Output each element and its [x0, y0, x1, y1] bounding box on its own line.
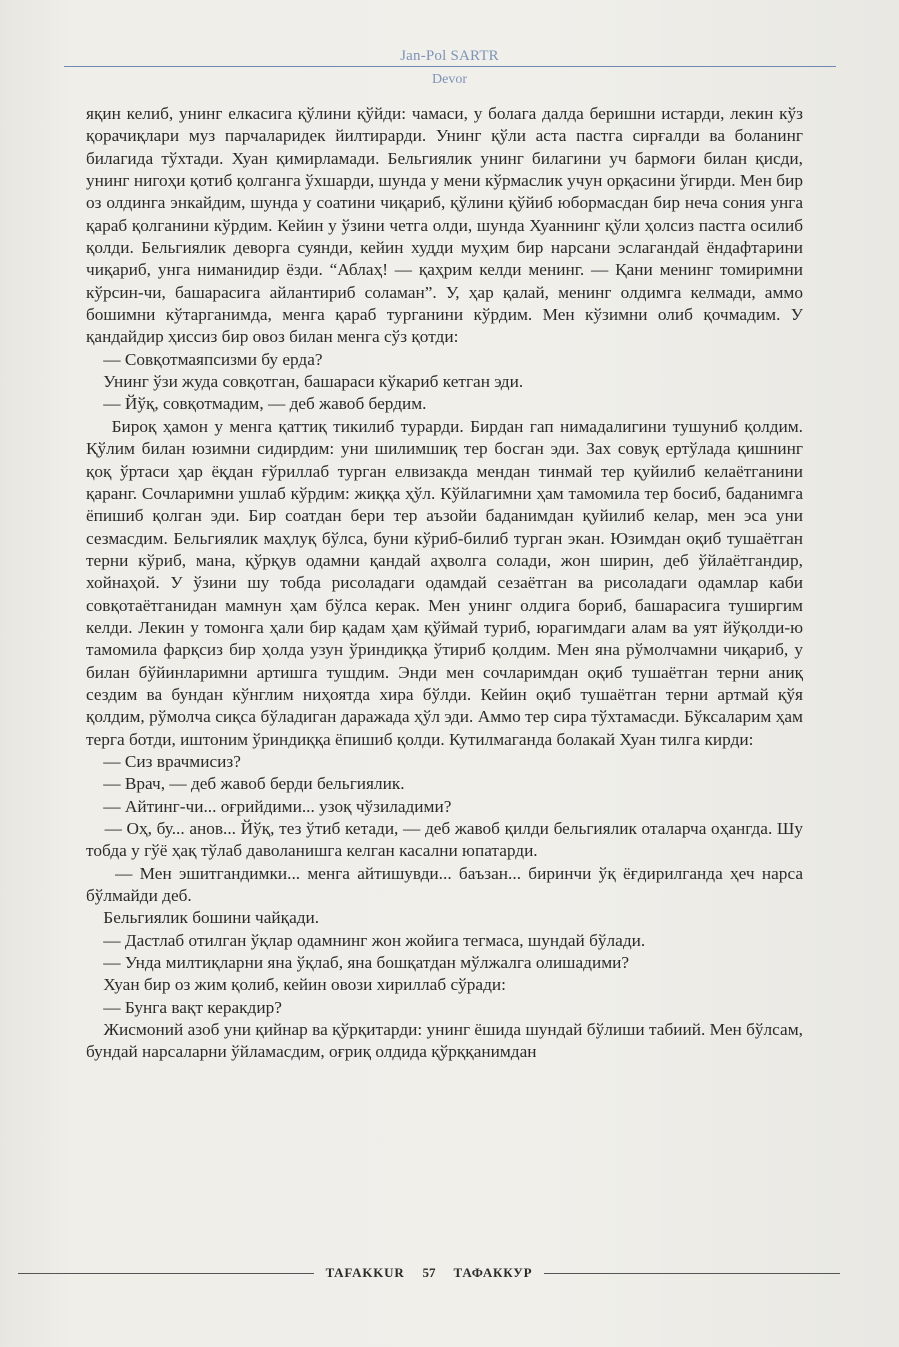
body-text	[86, 103, 803, 1064]
footer-rule-left	[18, 1273, 314, 1274]
header-rule	[64, 66, 836, 67]
paragraph: — Айтинг-чи... оғрийдими... узоқ чўзиладими?	[86, 796, 452, 816]
paragraph: — Дастлаб отилган ўқлар одамнинг жон жойига тегмаса, шундай бўлади.	[86, 930, 646, 950]
paragraph: — Бунга вақт керакдир?	[86, 997, 282, 1017]
paragraph: Жисмоний азоб уни қийнар ва қўрқитарди: унинг ёшида шундай бўлиши табиий. Мен бўлсам, бундай нарсаларни ўйламасдим, оғриқ олдида қўрққанимдан	[86, 1020, 803, 1062]
footer-rule-right	[544, 1273, 840, 1274]
paragraph: — Совқотмаяпсизми бу ерда?	[86, 349, 323, 369]
paragraph: — Йўқ, совқотмадим, — деб жавоб бердим.	[86, 394, 427, 414]
page-number: 57	[422, 1265, 436, 1280]
footer-journal-latin: TAFAKKUR	[325, 1265, 405, 1280]
running-header-author: Jan-Pol SARTR	[400, 48, 499, 64]
paragraph: — Унда милтиқларни яна ўқлаб, яна бошқатдан мўлжалга олишадими?	[86, 953, 630, 973]
footer-journal-cyrillic: ТАФАККУР	[453, 1265, 533, 1280]
paragraph: — Оҳ, бу... анов... Йўқ, тез ўтиб кетади, — деб жавоб қилди бельгиялик оталарча оҳангда. Шу тобда у гўё ҳақ тўлаб даволанишга келган касални юпатарди.	[86, 819, 803, 861]
paragraph: — Мен эшитгандимки... менга айтишувди... баъзан... биринчи ўқ ёғдирилганда ҳеч нарса бўлмайди деб.	[86, 863, 803, 906]
paragraph: яқин келиб, унинг елкасига қўлини қўйди: чамаси, у болага далда беришни истарди, лекин кўз қорачиқлари муз парчаларидек йилтирарди. Унинг қўли аста пастга сирғалди ва боланинг билагида тўхтади. Хуан қимирламади. Бельгиялик унинг билагини уч бармоғи билан қисди, унинг нигоҳи қотиб қолганга ўхшарди, шунда у мени кўрмаслик учун орқасини ўгирди. Мен бир оз олдинга энкайдим, шунда у соатини чиқариб, қўлини қўйиб юбормасдан бир неча сония унга қараб қолганини кўрдим. Кейин у ўзини четга олди, шунда Хуаннинг қўли ҳолсиз пастга осилиб қолди. Бельгиялик деворга суянди, кейин худди муҳим бир нарсани эслагандай ёндафтарини чиқариб, унга ниманидир ёзди. “Аблаҳ! — қаҳрим келди менинг. — Қани менинг томиримни кўрсин-чи, башарасига айлантириб соламан”. У, ҳар қалай, менинг олдимга келмади, аммо бошимни кўтарганимда, менга қараб турганини кўрдим. Мен кўзимни олиб қочмадим. У қандайдир ҳиссиз бир овоз билан менга сўз қотди:	[86, 104, 803, 347]
paragraph: Бироқ ҳамон у менга қаттиқ тикилиб турарди. Бирдан гап нимадалигини тушуниб қолдим. Қўлим билан юзимни сидирдим: уни шилимшиқ тер босган эди. Зах совуқ ертўлада қишнинг қоқ ўртаси ҳар ёқдан ғўриллаб турган елвизакда мендан тинмай тер қуйилиб келаётганини қаранг. Сочларимни ушлаб кўрдим: жиққа ҳўл. Кўйлагимни ҳам тамомила тер босиб, баданимга ёпишиб қолган эди. Бир соатдан бери тер аъзойи баданимдан қуйилиб келар, мен эса уни сезмасдим. Бельгиялик маҳлуқ бўлса, буни кўриб-билиб турган экан. Юзимдан оқиб тушаётган терни кўриб, мана, қўрқув одамни қандай аҳволга солади, жон ширин, деб ўйлаётгандир, хойнаҳой. У ўзини шу тобда рисоладаги одамдай сезаётган ва рисоладаги одамлар каби совқотаётганидан мамнун ҳам бўлса керак. Мен унинг олдига бориб, башарасига туширгим келди. Лекин у томонга ҳали бир қадам ҳам қўймай туриб, юрагимдаги алам ва уят йўқолди-ю тамомила фарқсиз бир ҳолда узун ўриндиққа ўтириб қолдим. Мен яна рўмолчамни чиқариб, у билан бўйинларимни артишга тушдим. Энди мен сочларимдан оқиб тушаётган терни аниқ сездим ва бундан кўнглим ниҳоятда хира бўлди. Кейин оқиб тушаётган терни артмай қўя қолдим, рўмолча сиқса бўладиган даражада ҳўл эди. Аммо тер сира тўхтамасди. Бўксаларим ҳам терга ботди, иштоним ўриндиққа ёпишиб қолди. Кутилмаганда болакай Хуан тилга кирди:	[86, 416, 803, 749]
paragraph: — Сиз врачмисиз?	[86, 751, 241, 771]
page-footer	[18, 1263, 840, 1283]
paragraph: — Врач, — деб жавоб берди бельгиялик.	[86, 774, 405, 794]
paragraph: Хуан бир оз жим қолиб, кейин овози хириллаб сўради:	[86, 975, 506, 995]
running-header-title: Devor	[432, 72, 467, 87]
paragraph: Унинг ўзи жуда совқотган, башараси кўкариб кетган эди.	[86, 372, 524, 392]
paragraph: Бельгиялик бошини чайқади.	[86, 908, 320, 928]
